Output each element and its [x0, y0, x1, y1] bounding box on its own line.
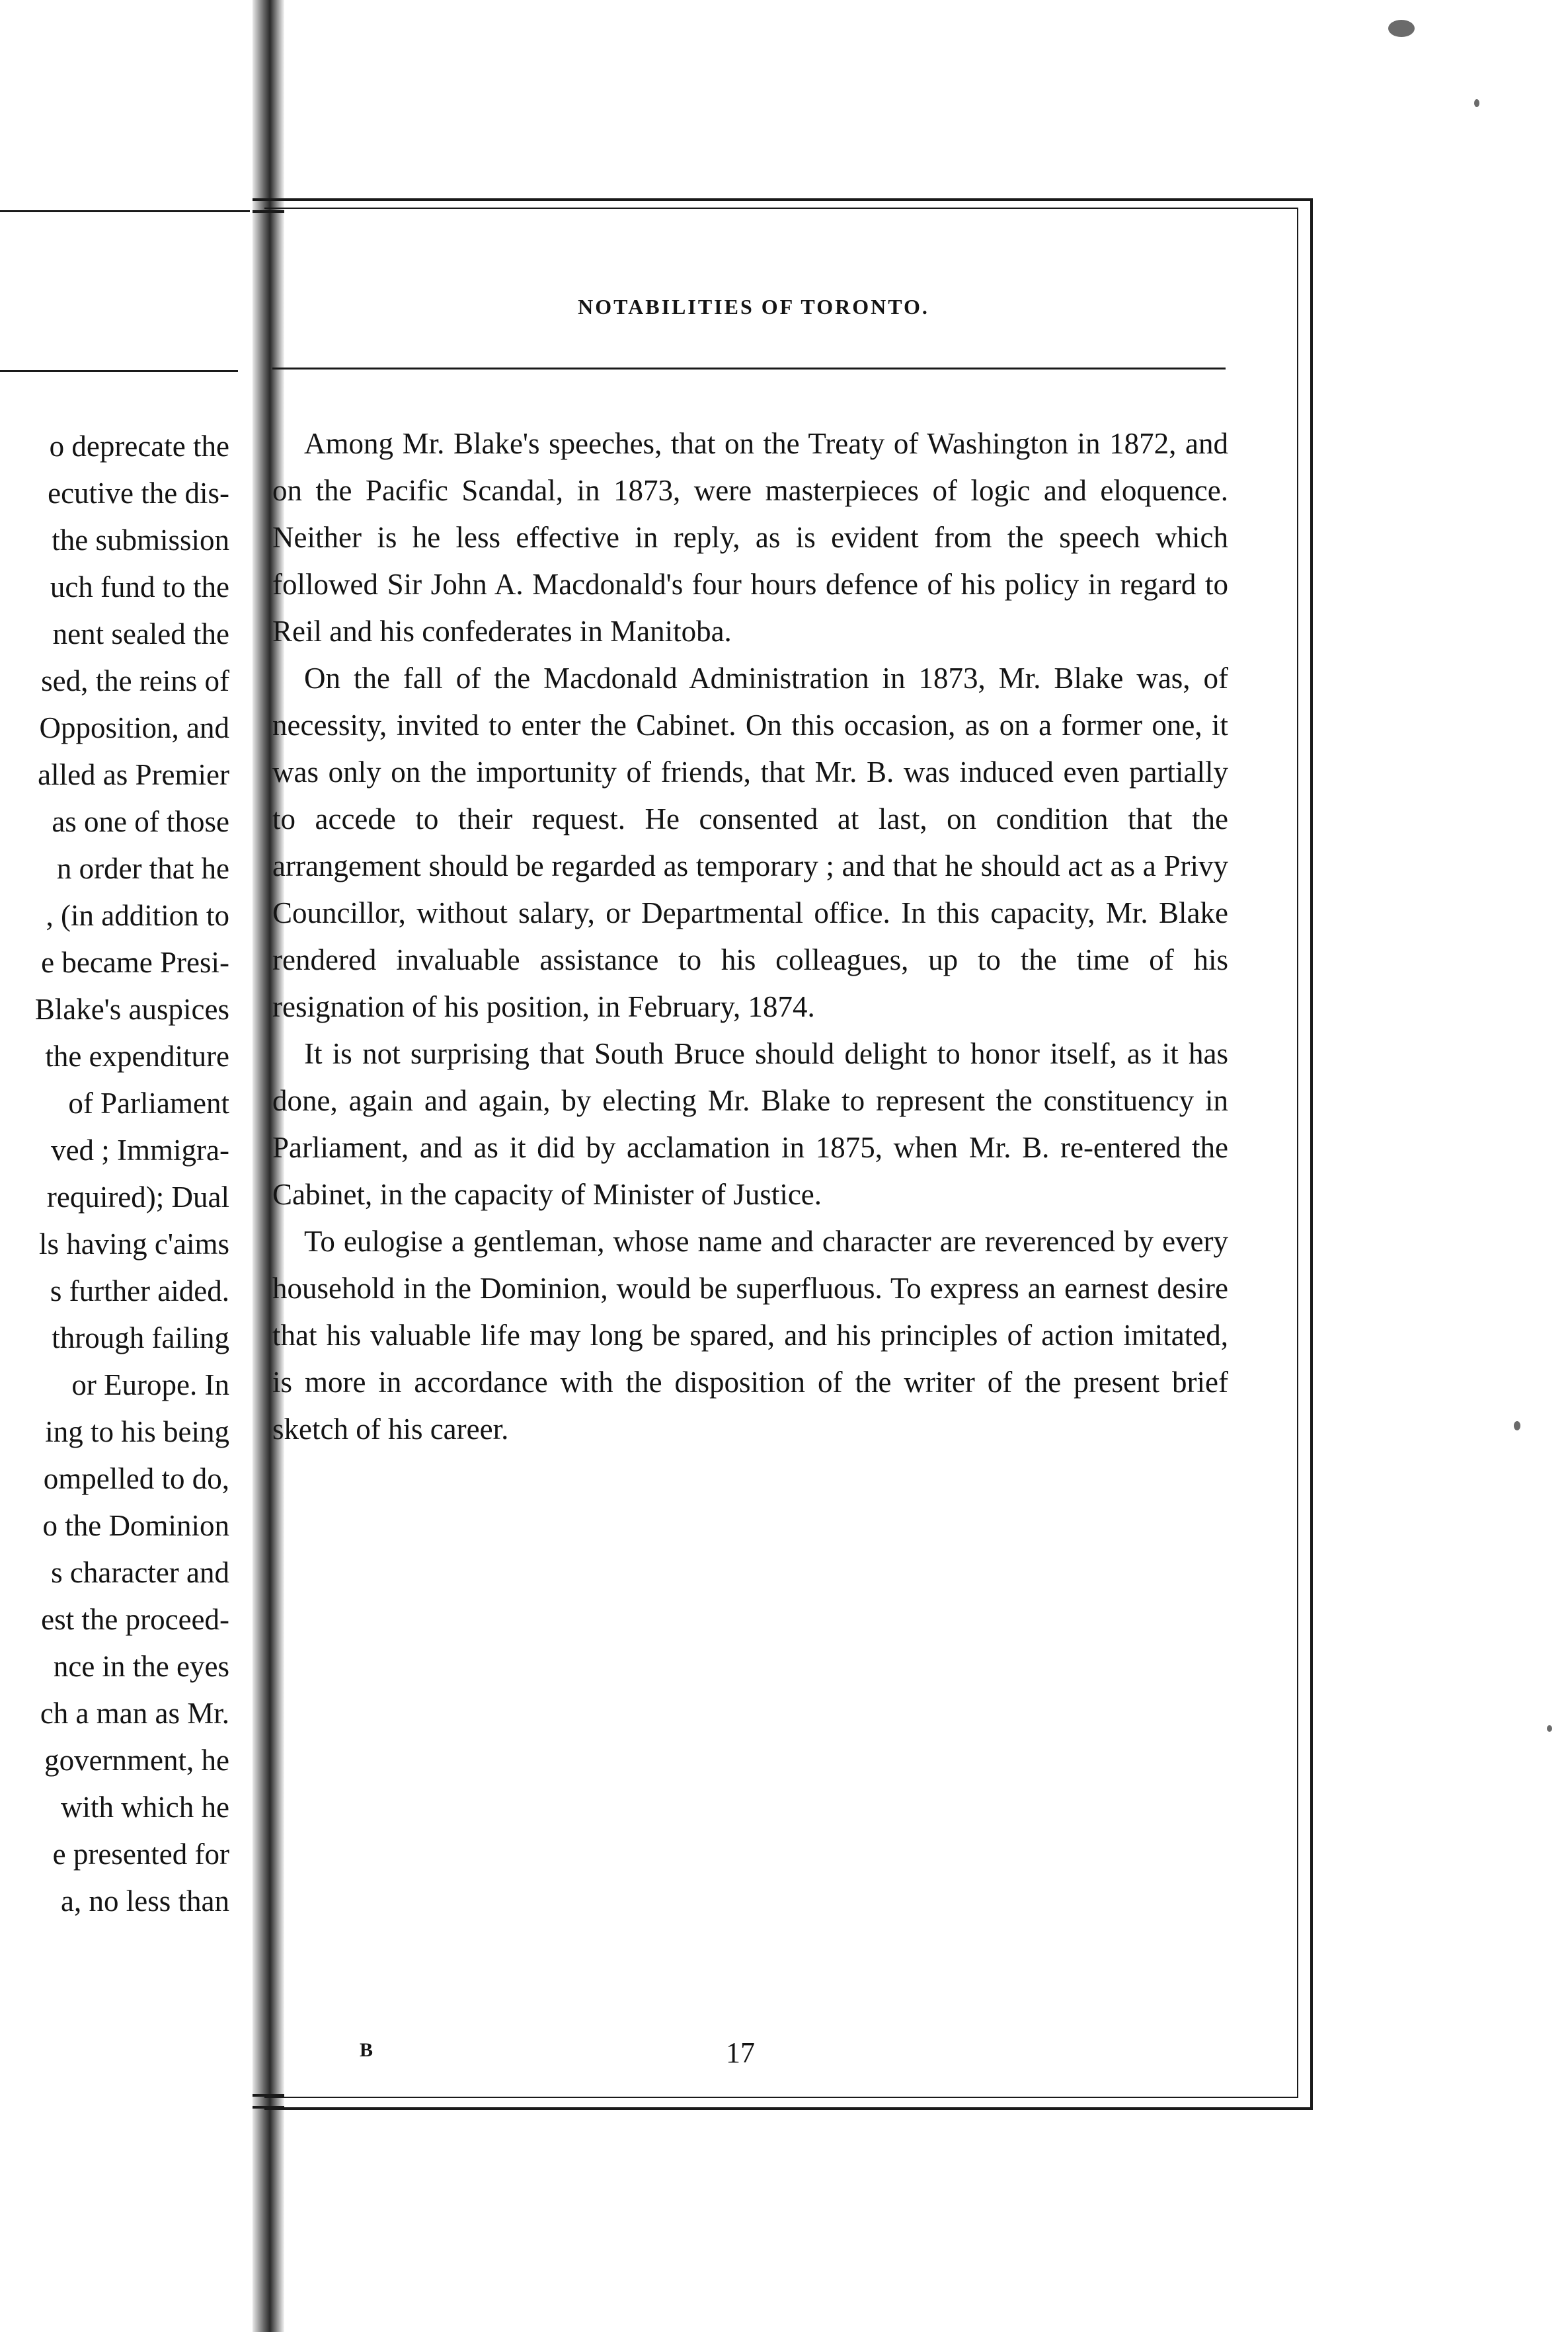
- left-page-line: Blake's auspices: [34, 993, 229, 1026]
- left-page-line: Opposition, and: [39, 711, 229, 744]
- paragraph: It is not surprising that South Bruce should delight to honor itself, as it has done, again and again, by electing Mr. Blake to represent the constituency in Parliament, and as it did by acclamation in 1875, when Mr. B. re-entered the Cabinet, in the capacity of Minister of Justice.: [272, 1037, 1228, 1211]
- left-frame-rule: [0, 210, 250, 212]
- left-page-line: est the proceed-: [41, 1603, 229, 1636]
- left-page-line: through failing: [52, 1321, 229, 1354]
- paragraph: Among Mr. Blake's speeches, that on the Treaty of Washington in 1872, and on the Pacific Scandal, in 1873, were masterpieces of logic and eloquence. Neither is he less effective in reply, as is evident from the speech which followed Sir John A. Macdonald's four hours defence of his policy in regard to Reil and his confederates in Manitoba.: [272, 427, 1228, 648]
- paragraph: To eulogise a gentleman, whose name and character are reverenced by every household in the Dominion, would be superfluous. To express an earnest desire that his valuable life may long be spared, and his principles of action imitated, is more in accordance with the disposition of the writer of the present brief sketch of his career.: [272, 1225, 1228, 1446]
- left-page-line: s character and: [51, 1556, 229, 1589]
- left-page-line: of Parliament: [68, 1087, 229, 1120]
- paragraph: On the fall of the Macdonald Administration in 1873, Mr. Blake was, of necessity, invited to enter the Cabinet. On this occasion, as on a former one, it was only on the importunity of friends, that Mr. B. was induced even partially to accede to their request. He consented at last, on condition that the arrangement should be regarded as temporary ; and that he should act as a Privy Councillor, without salary, or Departmental office. In this capacity, Mr. Blake rendered invaluable assistance to his colleagues, up to the time of his resignation of his position, in February, 1874.: [272, 662, 1228, 1023]
- left-page-line: uch fund to the: [50, 570, 229, 603]
- left-page-line: sed, the reins of: [41, 664, 229, 697]
- left-page-line: the expenditure: [45, 1040, 229, 1073]
- left-page-line: ompelled to do,: [43, 1462, 229, 1495]
- left-page-line: or Europe. In: [71, 1368, 229, 1401]
- left-page-line: required); Dual: [46, 1181, 229, 1214]
- signature-mark: B: [360, 2039, 373, 2061]
- page-number: 17: [726, 2037, 755, 2069]
- left-page-line: nent sealed the: [52, 617, 229, 650]
- running-head: NOTABILITIES OF TORONTO.: [578, 295, 929, 319]
- left-page-line: n order that he: [56, 852, 229, 885]
- left-page-line: ls having c'aims: [38, 1227, 229, 1261]
- left-page-line: ved ; Immigra-: [51, 1134, 229, 1167]
- left-page-fragment: [0, 0, 264, 2332]
- left-page-line: s further aided.: [50, 1274, 229, 1307]
- left-page-line: alled as Premier: [38, 758, 229, 791]
- scan-speck: [1388, 20, 1415, 37]
- left-page-line: , (in addition to: [46, 899, 229, 932]
- scan-speck: [1547, 1725, 1552, 1732]
- left-page-line: e became Presi-: [41, 946, 229, 979]
- left-page-line: ing to his being: [45, 1415, 229, 1448]
- left-page-line: ecutive the dis-: [48, 477, 229, 510]
- left-page-line: o deprecate the: [49, 430, 229, 463]
- left-page-line: with which he: [61, 1791, 229, 1824]
- scan-speck: [1514, 1421, 1520, 1430]
- left-page-line: as one of those: [52, 805, 229, 838]
- left-page-line: the submission: [52, 524, 229, 557]
- scan-speck: [1474, 99, 1479, 107]
- left-page-line: nce in the eyes: [53, 1650, 229, 1683]
- body-text: [272, 420, 1228, 1453]
- left-page-line: a, no less than: [61, 1885, 229, 1918]
- head-rule: [272, 368, 1226, 369]
- left-page-line: ch a man as Mr.: [40, 1697, 229, 1730]
- left-head-rule: [0, 370, 238, 372]
- left-page-line: o the Dominion: [42, 1509, 229, 1542]
- left-page-line: government, he: [44, 1744, 229, 1777]
- left-page-line: e presented for: [52, 1838, 229, 1871]
- left-page-text: [0, 423, 229, 1925]
